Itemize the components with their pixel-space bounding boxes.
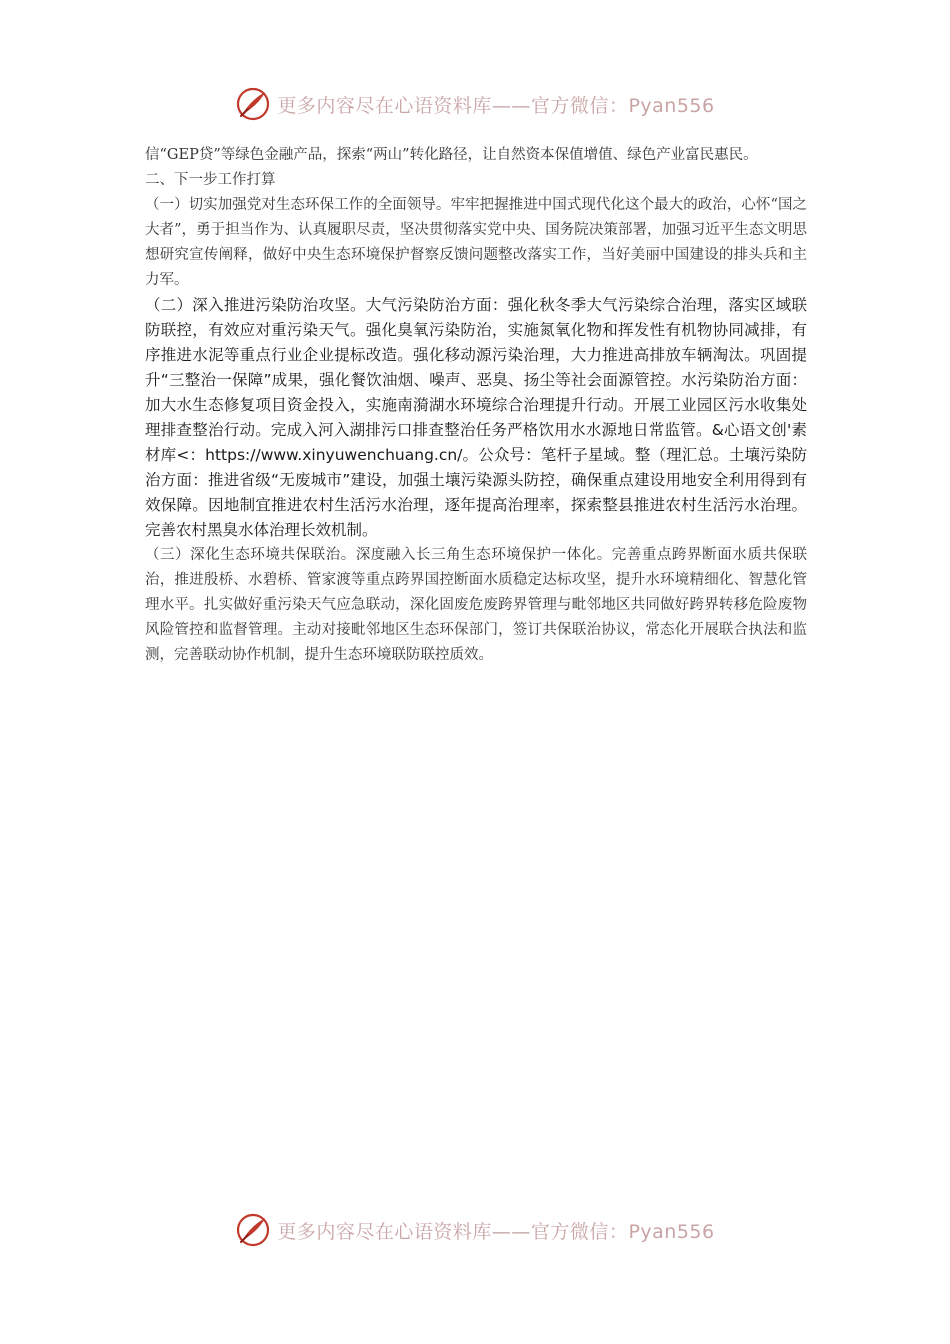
- footer-watermark-banner: [0, 1208, 950, 1252]
- paragraph-party-leadership: （一）切实加强党对生态环保工作的全面领导。牢牢把握推进中国式现代化这个最大的政治，心怀“国之大者”，勇于担当作为、认真履职尽责，坚决贯彻落实党中央、国务院决策部署，加强习近平生态文明思想研究宣传阐释，做好中央生态环境保护督察反馈问题整改落实工作，当好美丽中国建设的排头兵和主力军。: [145, 197, 807, 288]
- watermark-text-group: [277, 91, 714, 118]
- watermark-title: 更多内容尽在心语资料库: [277, 1220, 492, 1243]
- watermark-contact-id: Pyan556: [628, 94, 715, 117]
- watermark-separator: ——: [491, 94, 531, 117]
- section-heading-next-steps: 二、下一步工作打算: [145, 172, 276, 188]
- quill-logo-icon: [235, 86, 271, 122]
- paragraph-green-finance: 信“GEP贷”等绿色金融产品，探索“两山”转化路径，让自然资本保值增值、绿色产业富民惠民。: [145, 147, 758, 163]
- watermark-text-group: [277, 1217, 714, 1244]
- watermark-contact-label: 官方微信：: [530, 94, 629, 117]
- watermark-separator: ——: [491, 1220, 531, 1243]
- header-watermark-banner: [0, 82, 950, 126]
- watermark-contact-id: Pyan556: [628, 1220, 715, 1243]
- paragraph-pollution-control: （二）深入推进污染防治攻坚。大气污染防治方面：强化秋冬季大气污染综合治理，落实区域联防联控，有效应对重污染天气。强化臭氧污染防治，实施氮氧化物和挥发性有机物协同减排，有序推进水泥等重点行业企业提标改造。强化移动源污染治理，大力推进高排放车辆淘汰。巩固提升“三整治一保障”成果，强化餐饮油烟、噪声、恶臭、扬尘等社会面源管控。水污染防治方面：加大水生态修复项目资金投入，实施南漪湖水环境综合治理提升行动。开展工业园区污水收集处理排查整治行动。完成入河入湖排污口排查整治任务严格饮用水水源地日常监管。&心语文创'素材库<：https://www.xinyuwenchuang.cn/。公众号：笔杆子星域。整（理汇总。土壤污染防治方面：推进省级“无废城市”建设，加强土壤污染源头防控，确保重点建设用地安全利用得到有效保障。因地制宜推进农村生活污水治理，逐年提高治理率，探索整县推进农村生活污水治理。完善农村黑臭水体治理长效机制。: [145, 296, 807, 539]
- watermark-title: 更多内容尽在心语资料库: [277, 94, 492, 117]
- quill-logo-icon: [235, 1212, 271, 1248]
- watermark-contact-label: 官方微信：: [530, 1220, 629, 1243]
- document-body: [145, 143, 807, 668]
- paragraph-joint-protection: （三）深化生态环境共保联治。深度融入长三角生态环境保护一体化。完善重点跨界断面水质共保联治，推进殷桥、水碧桥、管家渡等重点跨界国控断面水质稳定达标攻坚，提升水环境精细化、智慧化管理水平。扎实做好重污染天气应急联动，深化固废危废跨界管理与毗邻地区共同做好跨界转移危险废物风险管控和监督管理。主动对接毗邻地区生态环保部门，签订共保联治协议，常态化开展联合执法和监测，完善联动协作机制，提升生态环境联防联控质效。: [145, 547, 807, 663]
